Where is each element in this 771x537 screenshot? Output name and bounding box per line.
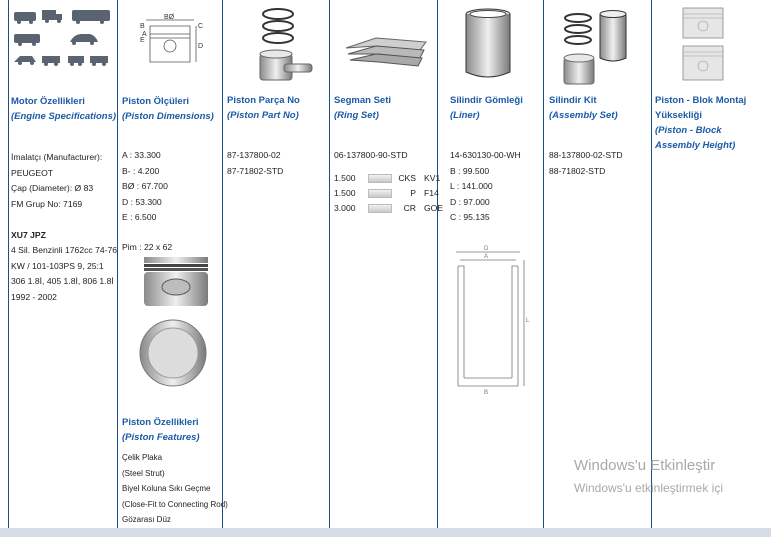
- liner-label-d: D: [484, 246, 489, 252]
- ring-set-photo: [344, 34, 428, 68]
- engine-details: 4 Sil. Benzinli 1762cc 74-76 KW / 101-103PS 9, 25:1 306 1.8İ, 405 1.8İ, 806 1.8İ 1992 - 2002: [11, 245, 118, 302]
- engine-code: XU7 JPZ: [11, 230, 46, 240]
- ring-set-heading: Segman Seti (Ring Set): [334, 95, 392, 121]
- diagram-label-d: D: [198, 43, 204, 50]
- taskbar-strip: [0, 528, 771, 537]
- assembly-height-heading: Piston - Blok Montaj Yüksekliği (Piston - Block Assembly Height): [655, 95, 747, 151]
- liner-photo: [462, 6, 514, 82]
- diagram-label-c: C: [198, 23, 204, 30]
- liner-label-b: B: [484, 390, 489, 396]
- pin-size: Pim : 22 x 62: [122, 242, 173, 252]
- liner-dimension-diagram: [450, 244, 534, 394]
- piston-dimensions-heading: Piston Ölçüleri (Piston Dimensions): [122, 96, 214, 122]
- vehicles-icon: [12, 6, 112, 68]
- ring-set-code: 06-137800-90-STD: [334, 150, 408, 160]
- cylinder-kit-heading: Silindir Kit (Assembly Set): [549, 95, 618, 121]
- cylinder-kit-photo: [560, 8, 632, 88]
- piston-part-numbers: 87-137800-02 87-71802-STD: [227, 150, 284, 176]
- column-ring-set: [330, 0, 441, 528]
- activation-watermark-subtitle: Windows'u etkinleştirmek içi: [574, 481, 723, 495]
- liner-label-l: L: [526, 318, 530, 324]
- piston-dimension-diagram: [136, 14, 212, 70]
- cylinder-kit-part-numbers: 88-137800-02-STD 88-71802-STD: [549, 150, 623, 176]
- piston-part-no-heading: Piston Parça No (Piston Part No): [227, 95, 300, 121]
- diagram-label-a: A: [142, 31, 147, 38]
- engine-specs-heading: Motor Özellikleri (Engine Specifications): [11, 96, 117, 122]
- diagram-label-bo: BØ: [164, 14, 175, 21]
- ring-row: 1.500 P F14: [334, 188, 439, 198]
- activation-watermark-title: Windows'u Etkinleştir: [574, 457, 716, 474]
- piston-top-photo: [138, 318, 208, 388]
- piston-rings-photo: [254, 4, 314, 84]
- liner-values: 14-630130-00-WH B : 99.500 L : 141.000 D : 97.000 C : 95.135: [450, 150, 521, 222]
- piston-features-list: Çelik Plaka (Steel Strut) Biyel Koluna Sıkı Geçme (Close-Fit to Connecting Rod) Gözarası Düz: [122, 453, 228, 524]
- diagram-label-e: E: [140, 37, 145, 44]
- diagram-label-b: B: [140, 23, 145, 30]
- ring-row: 1.500 CKS KV1: [334, 173, 441, 183]
- piston-side-photo: [140, 255, 212, 311]
- ring-row: 3.000 CR GOE: [334, 203, 444, 213]
- liner-label-a: A: [484, 254, 489, 260]
- liner-heading: Silindir Gömleği (Liner): [450, 95, 523, 121]
- engine-info: İmalatçı (Manufacturer): PEUGEOT Çap (Diameter): Ø 83 FM Grup No: 7169: [11, 152, 103, 209]
- assembly-height-diagram: [677, 4, 731, 84]
- piston-features-heading: Piston Özellikleri (Piston Features): [122, 417, 200, 443]
- piston-dimensions-values: A : 33.300 B- : 4.200 BØ : 67.700 D : 53.300 E : 6.500: [122, 150, 168, 222]
